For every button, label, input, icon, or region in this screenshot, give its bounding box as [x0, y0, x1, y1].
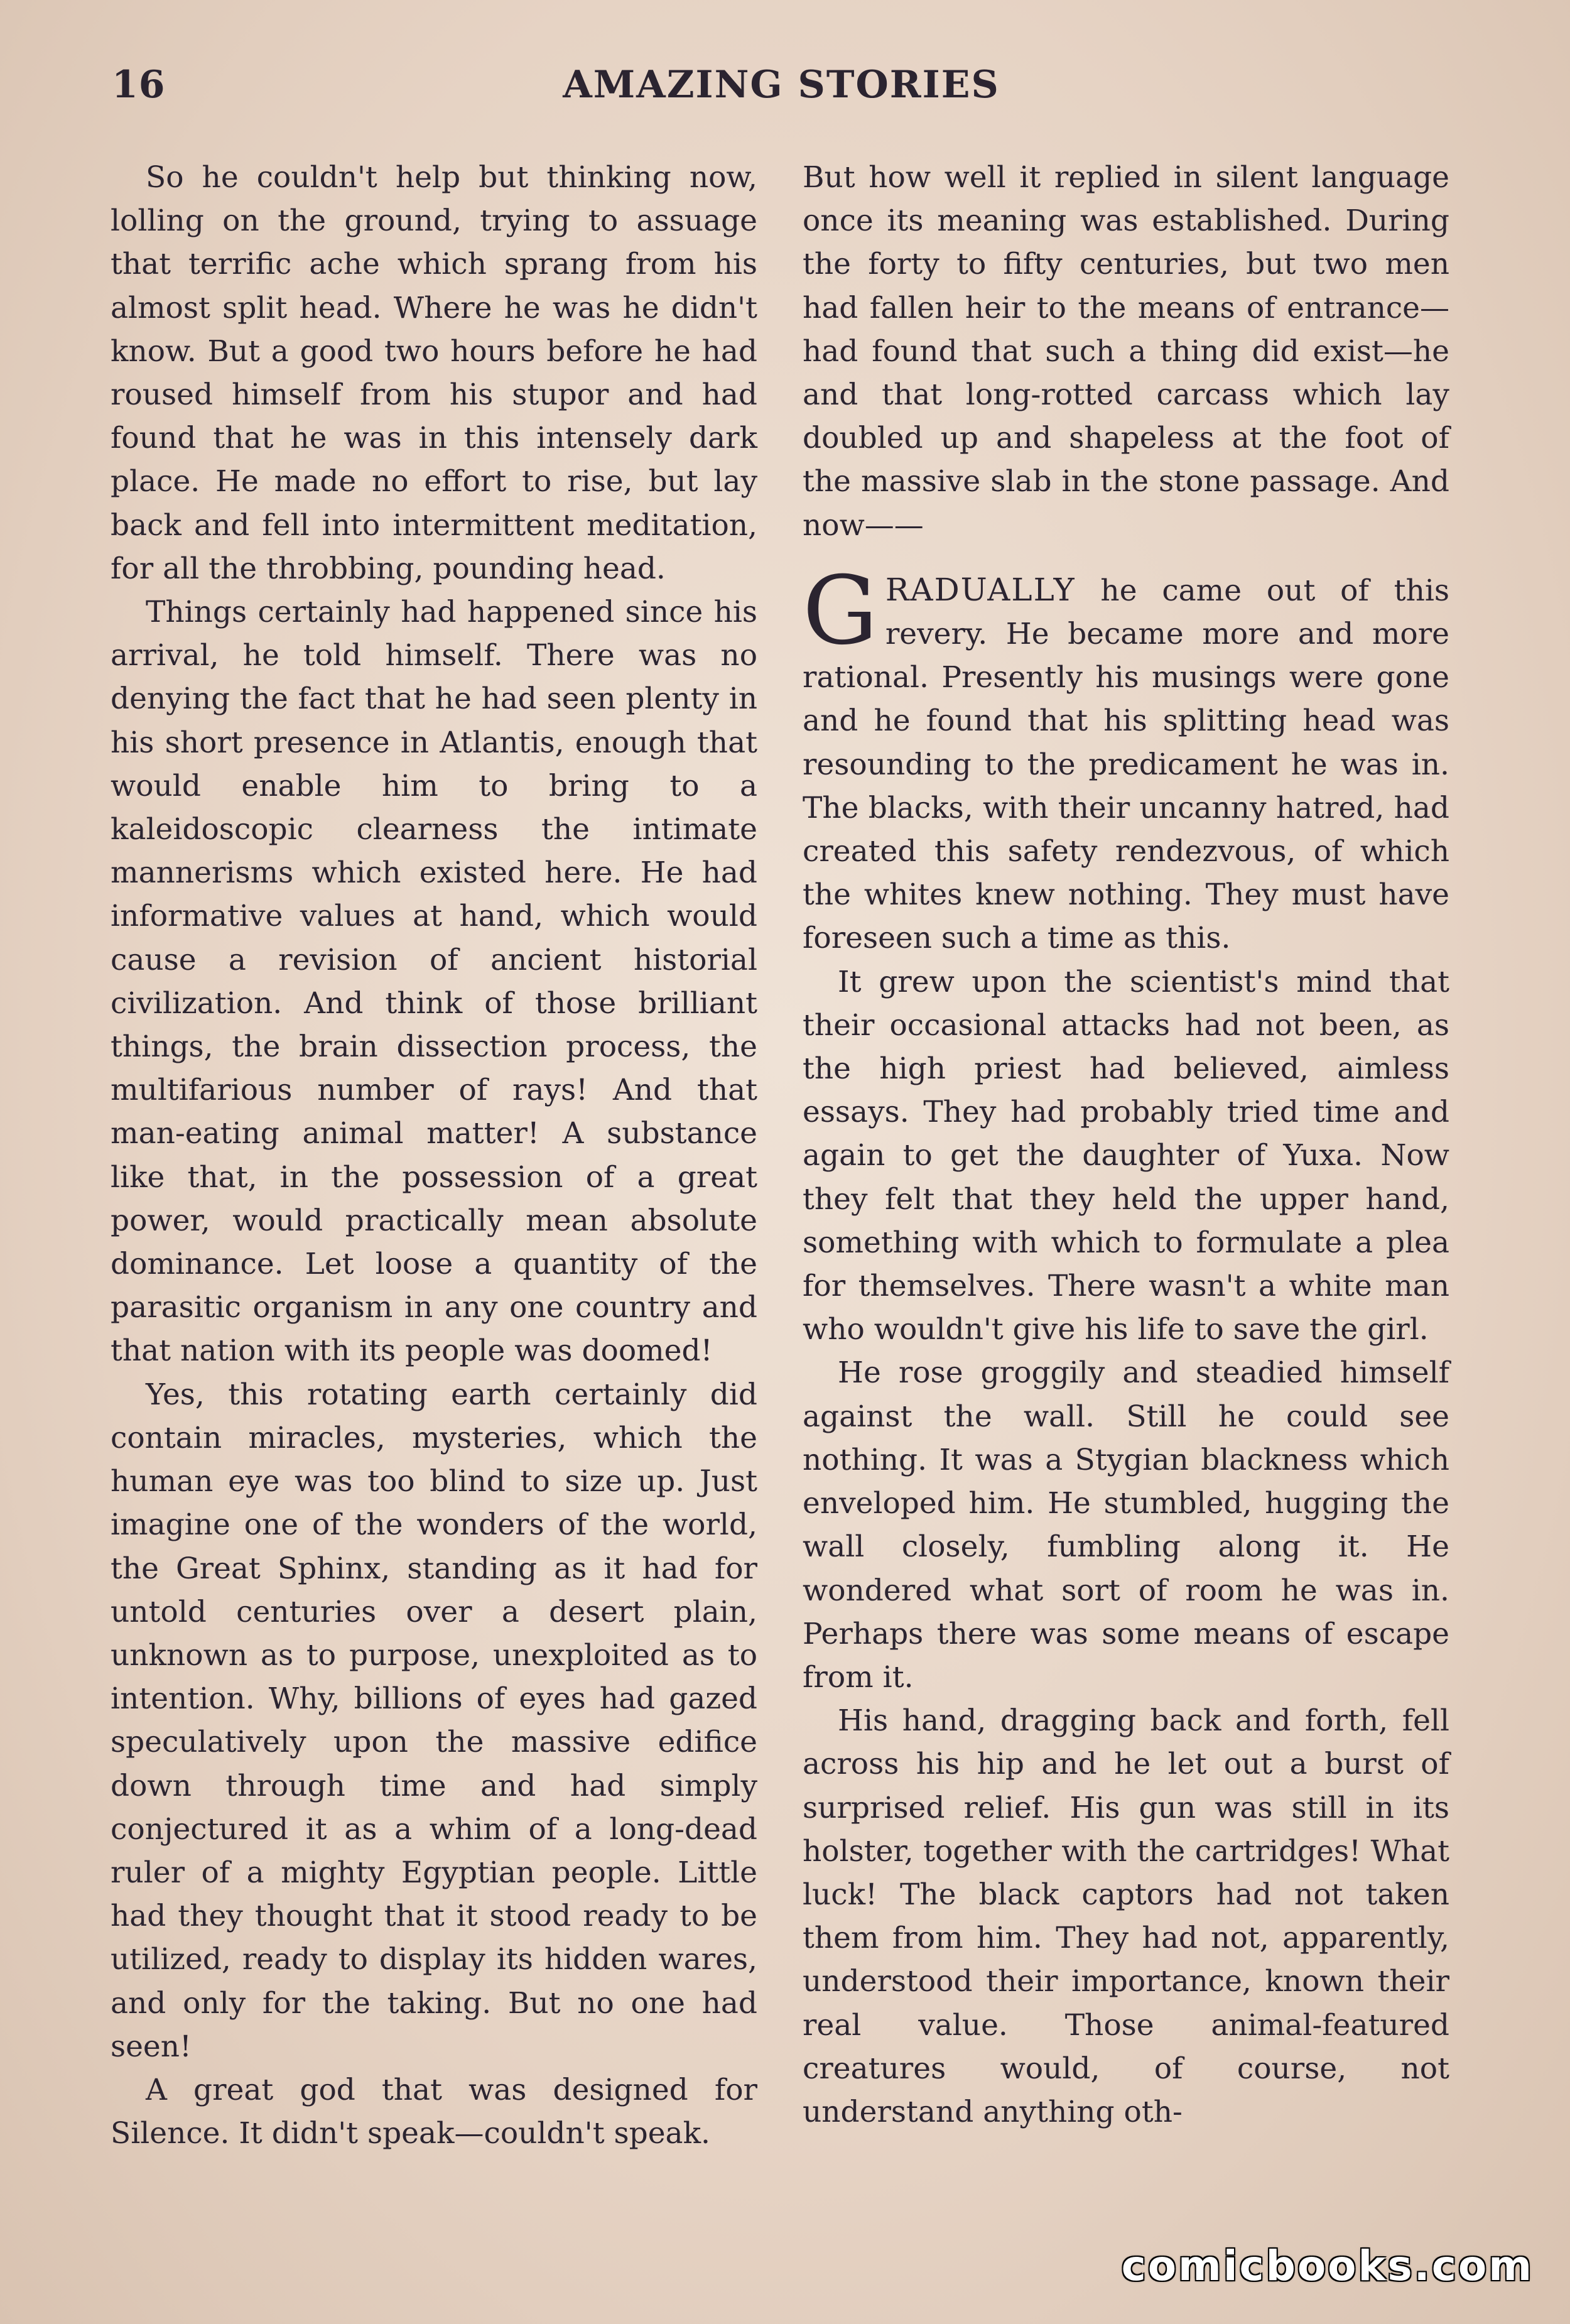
paragraph: Things certainly had happened since his arrival, he told himself. There was no denying the fact that he had seen plenty in his short presence in Atlantis, enough that would enable him to bring to a kaleidoscopic clearness the intimate mannerisms which existed here. He had informative values at hand, which would cause a revision of ancient historial civilization. And think of those brilliant things, the brain dissection process, the multifarious number of rays! And that man-eating animal matter! A substance like that, in the possession of a great power, would practically mean absolute dominance. Let loose a quantity of the parasitic organism in any one country and that nation with its people was doomed!: [111, 595, 757, 1369]
paragraph: Yes, this rotating earth certainly did contain miracles, mysteries, which the human eye was too blind to size up. Just imagine one of the wonders of the world, the Great Sphinx, standing as it had for untold centuries over a desert plain, unknown as to purpose, unexploited as to intention. Why, billions of eyes had gazed speculatively upon the massive edifice down through time and had simply conjectured it as a whim of a long-dead ruler of a mighty Egyptian people. Little had they thought that it stood ready to be utilized, ready to display its hidden wares, and only for the taking. But no one had seen!: [111, 1377, 757, 2064]
section-break: [803, 547, 1449, 568]
drop-cap-letter: G: [803, 556, 878, 666]
paragraph: So he couldn't help but thinking now, lolling on the ground, trying to assuage that terrific ache which sprang from his almost split head. Where he was he didn't know. But a good two hours before he had roused himself from his stupor and had found that he was in this intensely dark place. He made no effort to rise, but lay back and fell into intermittent meditation, for all the throbbing, pounding head.: [111, 160, 757, 586]
left-column: [111, 156, 757, 2155]
section-opening-paragraph: [803, 556, 1449, 960]
magazine-title: AMAZING STORIES: [563, 63, 1000, 107]
paragraph: But how well it replied in silent language once its meaning was established. During the forty to fifty centuries, but two men had fallen heir to the means of entrance—had found that such a thing did exist—he and that long-rotted carcass which lay doubled up and shapeless at the foot of the massive slab in the stone passage. And now——: [803, 160, 1449, 543]
paragraph: His hand, dragging back and forth, fell across his hip and he let out a burst of surprised relief. His gun was still in its holster, together with the cartridges! What luck! The black captors had not taken them from him. They had not, apparently, understood their importance, known their real value. Those animal-featured creatures would, of course, not understand anything oth-: [803, 1703, 1449, 2129]
small-caps-opening-word: RADUALLY: [885, 571, 1076, 608]
paragraph: He rose groggily and steadied himself against the wall. Still he could see nothing. It was a Stygian blackness which enveloped him. He stumbled, hugging the wall closely, fumbling along it. He wondered what sort of room he was in. Perhaps there was some means of escape from it.: [803, 1355, 1449, 1695]
right-column: [803, 156, 1449, 2134]
paragraph-text: he came out of this revery. He became more and more rational. Presently his musings were gone and he found that his splitting head was resounding to the predicament he was in. The blacks, with their uncanny hatred, had created this safety rendezvous, of which the whites knew nothing. They must have foreseen such a time as this.: [803, 573, 1449, 956]
page-header: [112, 63, 1451, 119]
paragraph: It grew upon the scientist's mind that their occasional attacks had not been, as the high priest had believed, aimless essays. They had probably tried time and again to get the daughter of Yuxa. Now they felt that they held the upper hand, something with which to formulate a plea for themselves. There wasn't a white man who wouldn't give his life to save the girl.: [803, 964, 1449, 1347]
watermark: comicbooks.com: [1121, 2242, 1534, 2290]
paragraph: A great god that was designed for Silence. It didn't speak—couldn't speak.: [111, 2072, 757, 2151]
page-number: 16: [112, 63, 166, 107]
